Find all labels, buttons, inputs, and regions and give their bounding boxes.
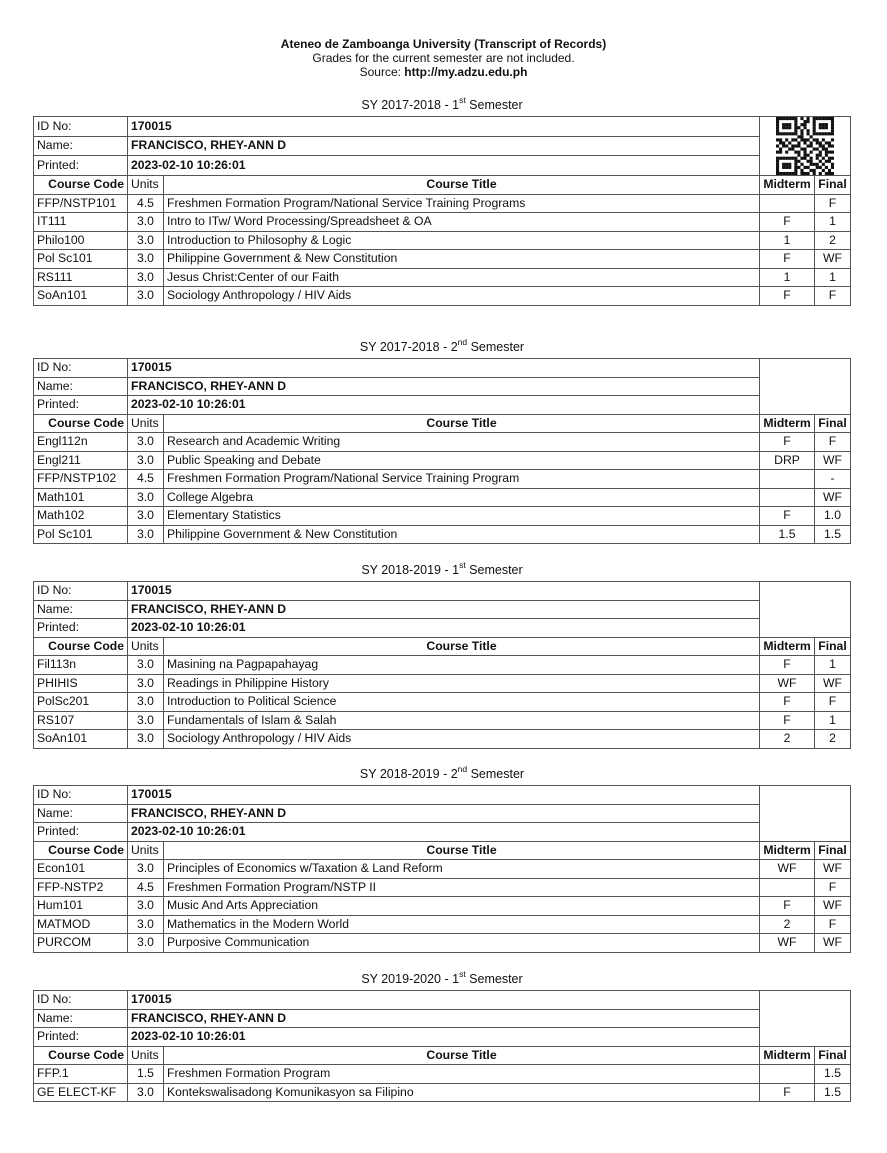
course-title: Public Speaking and Debate bbox=[164, 451, 760, 470]
course-row bbox=[34, 1065, 851, 1084]
final-grade: WF bbox=[815, 674, 851, 693]
final-header: Final bbox=[815, 637, 851, 656]
course-units: 4.5 bbox=[128, 878, 164, 897]
semester-sy: SY 2018-2019 - 1 bbox=[361, 563, 460, 577]
semester-sy: SY 2017-2018 - 1 bbox=[361, 98, 460, 112]
source-label: Source: bbox=[359, 65, 405, 79]
grades-table bbox=[33, 990, 851, 1102]
course-code: Pol Sc101 bbox=[34, 525, 128, 544]
name-label: Name: bbox=[34, 377, 128, 396]
course-code: RS107 bbox=[34, 711, 128, 730]
course-units: 3.0 bbox=[128, 213, 164, 232]
final-grade: 1 bbox=[815, 711, 851, 730]
grades-table bbox=[33, 581, 851, 749]
course-code: Philo100 bbox=[34, 231, 128, 250]
midterm-grade: F bbox=[760, 287, 815, 306]
student-id: 170015 bbox=[128, 359, 760, 378]
course-units: 3.0 bbox=[128, 860, 164, 879]
midterm-grade: 1 bbox=[760, 231, 815, 250]
printed-date: 2023-02-10 10:26:01 bbox=[128, 396, 760, 415]
course-units: 3.0 bbox=[128, 525, 164, 544]
name-label: Name: bbox=[34, 600, 128, 619]
final-grade: 1.5 bbox=[815, 1065, 851, 1084]
semester-block bbox=[33, 94, 851, 306]
units-header: Units bbox=[128, 1046, 164, 1065]
course-row bbox=[34, 488, 851, 507]
final-grade: F bbox=[815, 878, 851, 897]
midterm-grade: 2 bbox=[760, 915, 815, 934]
semester-caption bbox=[33, 968, 851, 987]
grades-table bbox=[33, 116, 851, 306]
info-row bbox=[34, 1009, 851, 1028]
student-name: FRANCISCO, RHEY-ANN D bbox=[128, 1009, 760, 1028]
source-url: http://my.adzu.edu.ph bbox=[404, 65, 528, 79]
midterm-grade: WF bbox=[760, 674, 815, 693]
info-row bbox=[34, 619, 851, 638]
final-grade: WF bbox=[815, 451, 851, 470]
semester-ordinal: st bbox=[459, 559, 466, 570]
midterm-grade: F bbox=[760, 656, 815, 675]
info-row bbox=[34, 359, 851, 378]
semester-sy: SY 2018-2019 - 2 bbox=[359, 767, 458, 781]
info-row bbox=[34, 600, 851, 619]
course-code: Engl112n bbox=[34, 433, 128, 452]
course-code: RS111 bbox=[34, 268, 128, 287]
course-code-header: Course Code bbox=[34, 176, 128, 195]
final-grade: WF bbox=[815, 897, 851, 916]
course-row bbox=[34, 231, 851, 250]
final-grade: WF bbox=[815, 860, 851, 879]
course-title-header: Course Title bbox=[164, 414, 760, 433]
document-title: Ateneo de Zamboanga University (Transcript of Records) bbox=[280, 37, 607, 51]
semester-caption bbox=[33, 94, 851, 113]
course-units: 1.5 bbox=[128, 1065, 164, 1084]
course-row bbox=[34, 470, 851, 489]
course-code: Engl211 bbox=[34, 451, 128, 470]
final-grade: WF bbox=[815, 250, 851, 269]
final-grade: F bbox=[815, 915, 851, 934]
info-row bbox=[34, 396, 851, 415]
units-header: Units bbox=[128, 637, 164, 656]
course-units: 3.0 bbox=[128, 287, 164, 306]
printed-date: 2023-02-10 10:26:01 bbox=[128, 1028, 760, 1047]
course-code: Math101 bbox=[34, 488, 128, 507]
midterm-grade bbox=[760, 488, 815, 507]
course-code-header: Course Code bbox=[34, 414, 128, 433]
midterm-grade: 1.5 bbox=[760, 525, 815, 544]
midterm-grade: F bbox=[760, 897, 815, 916]
final-grade: F bbox=[815, 194, 851, 213]
printed-date: 2023-02-10 10:26:01 bbox=[128, 156, 760, 176]
final-grade: 1 bbox=[815, 268, 851, 287]
course-units: 4.5 bbox=[128, 470, 164, 489]
course-title-header: Course Title bbox=[164, 637, 760, 656]
final-grade: WF bbox=[815, 934, 851, 953]
column-header-row bbox=[34, 841, 851, 860]
semester-suffix: Semester bbox=[465, 972, 523, 986]
info-row bbox=[34, 377, 851, 396]
printed-date: 2023-02-10 10:26:01 bbox=[128, 619, 760, 638]
course-title-header: Course Title bbox=[164, 176, 760, 195]
name-label: Name: bbox=[34, 136, 128, 156]
course-code: SoAn101 bbox=[34, 287, 128, 306]
course-code: MATMOD bbox=[34, 915, 128, 934]
course-units: 3.0 bbox=[128, 711, 164, 730]
student-id: 170015 bbox=[128, 582, 760, 601]
course-units: 3.0 bbox=[128, 897, 164, 916]
course-title: Kontekswalisadong Komunikasyon sa Filipino bbox=[164, 1083, 760, 1102]
course-title: Principles of Economics w/Taxation & Land Reform bbox=[164, 860, 760, 879]
semester-block bbox=[33, 968, 851, 1102]
semester-sy: SY 2019-2020 - 1 bbox=[361, 972, 460, 986]
student-name: FRANCISCO, RHEY-ANN D bbox=[128, 804, 760, 823]
course-title: Masining na Pagpapahayag bbox=[164, 656, 760, 675]
course-row bbox=[34, 674, 851, 693]
course-code: Econ101 bbox=[34, 860, 128, 879]
midterm-grade: F bbox=[760, 433, 815, 452]
course-units: 3.0 bbox=[128, 656, 164, 675]
id-label: ID No: bbox=[34, 582, 128, 601]
course-title: Research and Academic Writing bbox=[164, 433, 760, 452]
course-row bbox=[34, 250, 851, 269]
course-title: Elementary Statistics bbox=[164, 507, 760, 526]
id-label: ID No: bbox=[34, 117, 128, 137]
units-header: Units bbox=[128, 841, 164, 860]
column-header-row bbox=[34, 414, 851, 433]
final-header: Final bbox=[815, 1046, 851, 1065]
course-row bbox=[34, 451, 851, 470]
midterm-grade: F bbox=[760, 1083, 815, 1102]
course-code: SoAn101 bbox=[34, 730, 128, 749]
course-units: 3.0 bbox=[128, 730, 164, 749]
qr-cell bbox=[760, 991, 851, 1047]
course-title: Music And Arts Appreciation bbox=[164, 897, 760, 916]
final-header: Final bbox=[815, 841, 851, 860]
student-id: 170015 bbox=[128, 786, 760, 805]
final-grade: 2 bbox=[815, 231, 851, 250]
course-code: PHIHIS bbox=[34, 674, 128, 693]
grades-table bbox=[33, 785, 851, 953]
midterm-grade bbox=[760, 470, 815, 489]
name-label: Name: bbox=[34, 804, 128, 823]
midterm-grade: F bbox=[760, 250, 815, 269]
units-header: Units bbox=[128, 414, 164, 433]
semester-ordinal: nd bbox=[457, 336, 468, 347]
course-title: Philippine Government & New Constitution bbox=[164, 250, 760, 269]
info-row bbox=[34, 582, 851, 601]
course-units: 3.0 bbox=[128, 268, 164, 287]
semester-caption bbox=[33, 763, 851, 782]
semester-ordinal: nd bbox=[457, 763, 468, 774]
midterm-header: Midterm bbox=[760, 841, 815, 860]
midterm-grade: WF bbox=[760, 860, 815, 879]
final-grade: 1.5 bbox=[815, 1083, 851, 1102]
course-units: 3.0 bbox=[128, 1083, 164, 1102]
semester-block bbox=[33, 763, 851, 953]
id-label: ID No: bbox=[34, 359, 128, 378]
course-units: 3.0 bbox=[128, 250, 164, 269]
course-units: 3.0 bbox=[128, 915, 164, 934]
course-row bbox=[34, 934, 851, 953]
midterm-grade: F bbox=[760, 711, 815, 730]
course-title: Philippine Government & New Constitution bbox=[164, 525, 760, 544]
info-row bbox=[34, 804, 851, 823]
course-code: Fil113n bbox=[34, 656, 128, 675]
course-row bbox=[34, 656, 851, 675]
course-title: Freshmen Formation Program/National Service Training Programs bbox=[164, 194, 760, 213]
semester-caption bbox=[33, 336, 851, 355]
qr-cell bbox=[760, 117, 851, 176]
student-name: FRANCISCO, RHEY-ANN D bbox=[128, 136, 760, 156]
semester-sy: SY 2017-2018 - 2 bbox=[359, 340, 458, 354]
course-code: PolSc201 bbox=[34, 693, 128, 712]
final-grade: 1.0 bbox=[815, 507, 851, 526]
printed-label: Printed: bbox=[34, 823, 128, 842]
course-title: College Algebra bbox=[164, 488, 760, 507]
course-row bbox=[34, 878, 851, 897]
printed-label: Printed: bbox=[34, 156, 128, 176]
course-units: 3.0 bbox=[128, 451, 164, 470]
course-row bbox=[34, 507, 851, 526]
course-units: 3.0 bbox=[128, 488, 164, 507]
course-title: Mathematics in the Modern World bbox=[164, 915, 760, 934]
printed-label: Printed: bbox=[34, 1028, 128, 1047]
document-header bbox=[0, 37, 887, 79]
course-row bbox=[34, 433, 851, 452]
column-header-row bbox=[34, 1046, 851, 1065]
final-grade: - bbox=[815, 470, 851, 489]
course-units: 3.0 bbox=[128, 693, 164, 712]
course-title: Jesus Christ:Center of our Faith bbox=[164, 268, 760, 287]
course-row bbox=[34, 915, 851, 934]
course-units: 3.0 bbox=[128, 433, 164, 452]
final-grade: 1.5 bbox=[815, 525, 851, 544]
course-code: Math102 bbox=[34, 507, 128, 526]
midterm-grade: 2 bbox=[760, 730, 815, 749]
course-units: 3.0 bbox=[128, 674, 164, 693]
semester-ordinal: st bbox=[459, 94, 466, 105]
qr-box bbox=[773, 117, 837, 175]
course-code: IT111 bbox=[34, 213, 128, 232]
course-code: PURCOM bbox=[34, 934, 128, 953]
info-row bbox=[34, 156, 851, 176]
course-title: Purposive Communication bbox=[164, 934, 760, 953]
course-code: GE ELECT-KF bbox=[34, 1083, 128, 1102]
course-code: FFP-NSTP2 bbox=[34, 878, 128, 897]
semester-ordinal: st bbox=[459, 968, 466, 979]
course-code: FFP.1 bbox=[34, 1065, 128, 1084]
course-title: Sociology Anthropology / HIV Aids bbox=[164, 287, 760, 306]
course-title-header: Course Title bbox=[164, 841, 760, 860]
midterm-grade bbox=[760, 1065, 815, 1084]
midterm-header: Midterm bbox=[760, 637, 815, 656]
course-title: Introduction to Political Science bbox=[164, 693, 760, 712]
student-name: FRANCISCO, RHEY-ANN D bbox=[128, 600, 760, 619]
course-title: Freshmen Formation Program/National Service Training Program bbox=[164, 470, 760, 489]
student-id: 170015 bbox=[128, 117, 760, 137]
info-row bbox=[34, 1028, 851, 1047]
course-units: 4.5 bbox=[128, 194, 164, 213]
midterm-grade: F bbox=[760, 507, 815, 526]
semester-suffix: Semester bbox=[465, 563, 523, 577]
course-code: FFP/NSTP101 bbox=[34, 194, 128, 213]
info-row bbox=[34, 786, 851, 805]
final-grade: 2 bbox=[815, 730, 851, 749]
semester-suffix: Semester bbox=[465, 98, 523, 112]
course-row bbox=[34, 287, 851, 306]
midterm-grade bbox=[760, 878, 815, 897]
student-id: 170015 bbox=[128, 991, 760, 1010]
id-label: ID No: bbox=[34, 991, 128, 1010]
course-row bbox=[34, 860, 851, 879]
course-row bbox=[34, 268, 851, 287]
course-row bbox=[34, 194, 851, 213]
student-name: FRANCISCO, RHEY-ANN D bbox=[128, 377, 760, 396]
course-row bbox=[34, 693, 851, 712]
final-grade: F bbox=[815, 433, 851, 452]
source-line bbox=[0, 65, 887, 79]
units-header: Units bbox=[128, 176, 164, 195]
info-row bbox=[34, 823, 851, 842]
printed-date: 2023-02-10 10:26:01 bbox=[128, 823, 760, 842]
qr-cell bbox=[760, 582, 851, 638]
course-title: Freshmen Formation Program bbox=[164, 1065, 760, 1084]
course-units: 3.0 bbox=[128, 507, 164, 526]
course-title: Introduction to Philosophy & Logic bbox=[164, 231, 760, 250]
course-row bbox=[34, 730, 851, 749]
semester-suffix: Semester bbox=[467, 767, 525, 781]
info-row bbox=[34, 991, 851, 1010]
course-title-header: Course Title bbox=[164, 1046, 760, 1065]
final-header: Final bbox=[815, 176, 851, 195]
course-code: FFP/NSTP102 bbox=[34, 470, 128, 489]
course-code-header: Course Code bbox=[34, 1046, 128, 1065]
course-code: Pol Sc101 bbox=[34, 250, 128, 269]
qr-code-icon bbox=[776, 117, 834, 175]
column-header-row bbox=[34, 176, 851, 195]
column-header-row bbox=[34, 637, 851, 656]
course-row bbox=[34, 711, 851, 730]
grades-note: Grades for the current semester are not included. bbox=[312, 51, 575, 65]
semester-suffix: Semester bbox=[467, 340, 525, 354]
id-label: ID No: bbox=[34, 786, 128, 805]
name-label: Name: bbox=[34, 1009, 128, 1028]
qr-cell bbox=[760, 786, 851, 842]
course-code-header: Course Code bbox=[34, 637, 128, 656]
course-row bbox=[34, 1083, 851, 1102]
midterm-header: Midterm bbox=[760, 414, 815, 433]
midterm-grade: WF bbox=[760, 934, 815, 953]
final-grade: 1 bbox=[815, 213, 851, 232]
midterm-grade bbox=[760, 194, 815, 213]
course-units: 3.0 bbox=[128, 231, 164, 250]
midterm-grade: 1 bbox=[760, 268, 815, 287]
course-row bbox=[34, 897, 851, 916]
semester-block bbox=[33, 559, 851, 749]
semester-block bbox=[33, 336, 851, 544]
course-units: 3.0 bbox=[128, 934, 164, 953]
course-row bbox=[34, 525, 851, 544]
semester-caption bbox=[33, 559, 851, 578]
course-code-header: Course Code bbox=[34, 841, 128, 860]
course-title: Fundamentals of Islam & Salah bbox=[164, 711, 760, 730]
final-grade: F bbox=[815, 287, 851, 306]
course-title: Freshmen Formation Program/NSTP II bbox=[164, 878, 760, 897]
info-row bbox=[34, 117, 851, 137]
course-row bbox=[34, 213, 851, 232]
course-title: Intro to ITw/ Word Processing/Spreadsheet & OA bbox=[164, 213, 760, 232]
midterm-header: Midterm bbox=[760, 1046, 815, 1065]
course-title: Sociology Anthropology / HIV Aids bbox=[164, 730, 760, 749]
course-code: Hum101 bbox=[34, 897, 128, 916]
final-grade: F bbox=[815, 693, 851, 712]
qr-cell bbox=[760, 359, 851, 415]
printed-label: Printed: bbox=[34, 619, 128, 638]
midterm-grade: F bbox=[760, 693, 815, 712]
info-row bbox=[34, 136, 851, 156]
midterm-grade: F bbox=[760, 213, 815, 232]
final-header: Final bbox=[815, 414, 851, 433]
midterm-header: Midterm bbox=[760, 176, 815, 195]
grades-table bbox=[33, 358, 851, 544]
final-grade: 1 bbox=[815, 656, 851, 675]
printed-label: Printed: bbox=[34, 396, 128, 415]
final-grade: WF bbox=[815, 488, 851, 507]
midterm-grade: DRP bbox=[760, 451, 815, 470]
course-title: Readings in Philippine History bbox=[164, 674, 760, 693]
